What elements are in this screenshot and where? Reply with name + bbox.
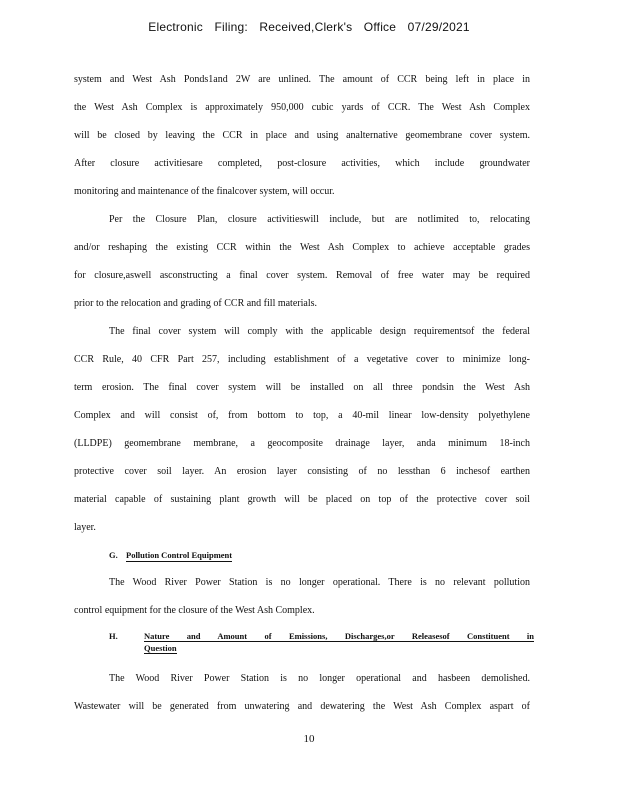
text-line: Per the Closure Plan, closure activitieswill include, but are notlimited to, relocating [109,214,530,225]
text-line: for closure,aswell asconstructing a final cover system. Removal of free water may be required [74,270,530,281]
text-line: control equipment for the closure of the West Ash Complex. [74,605,315,616]
page-number: 10 [303,733,315,745]
text-line: prior to the relocation and grading of CCR and fill materials. [74,298,317,309]
text-line: system and West Ash Ponds1and 2W are unlined. The amount of CCR being left in place in [74,74,530,85]
section-number: H. [109,631,118,641]
text-line: After closure activitiesare completed, post-closure activities, which include groundwater [74,158,530,169]
text-line: The Wood River Power Station is no longer operational. There is no relevant pollution [109,577,530,588]
text-line: the West Ash Complex is approximately 950,000 cubic yards of CCR. The West Ash Complex [74,102,530,113]
text-line: Complex and will consist of, from bottom to top, a 40-mil linear low-density polyethylene [74,410,530,421]
text-line: will be closed by leaving the CCR in place and using analternative geomembrane cover system. [74,130,530,141]
paragraph-ccr-amount [74,66,530,206]
text-line: term erosion. The final cover system will be installed on all three pondsin the West Ash [74,382,530,393]
text-line: Wastewater will be generated from unwatering and dewatering the West Ash Complex aspart of [74,701,530,712]
text-line: monitoring and maintenance of the finalcover system, will occur. [74,186,335,197]
section-title: Pollution Control Equipment [126,542,232,562]
paragraph-final-cover [74,318,530,542]
section-title-line1: Nature and Amount of Emissions, Discharges,or Releasesof Constituent in [144,631,534,641]
document-body [74,66,534,721]
section-number: G. [109,550,118,560]
paragraph-emissions [74,665,530,721]
text-line: and/or reshaping the existing CCR within the West Ash Complex to achieve acceptable grades [74,242,530,253]
text-line: (LLDPE) geomembrane membrane, a geocomposite drainage layer, anda minimum 18-inch [74,438,530,449]
paragraph-closure-plan [74,206,530,318]
text-line: layer. [74,522,96,533]
filing-header: Electronic Filing: Received,Clerk's Office 07/29/2021 [148,20,470,34]
text-line: CCR Rule, 40 CFR Part 257, including establishment of a vegetative cover to minimize long- [74,354,530,365]
section-heading-h [74,625,534,665]
text-line: The final cover system will comply with the applicable design requirementsof the federal [109,326,530,337]
paragraph-pollution-control [74,569,530,625]
text-line: The Wood River Power Station is no longer operational and hasbeen demolished. [109,673,530,684]
section-heading-g [74,542,530,569]
text-line: material capable of sustaining plant growth will be placed on top of the protective cover soil [74,494,530,505]
text-line: protective cover soil layer. An erosion layer consisting of no lessthan 6 inchesof earthen [74,466,530,477]
section-title-line2: Question [144,643,177,653]
